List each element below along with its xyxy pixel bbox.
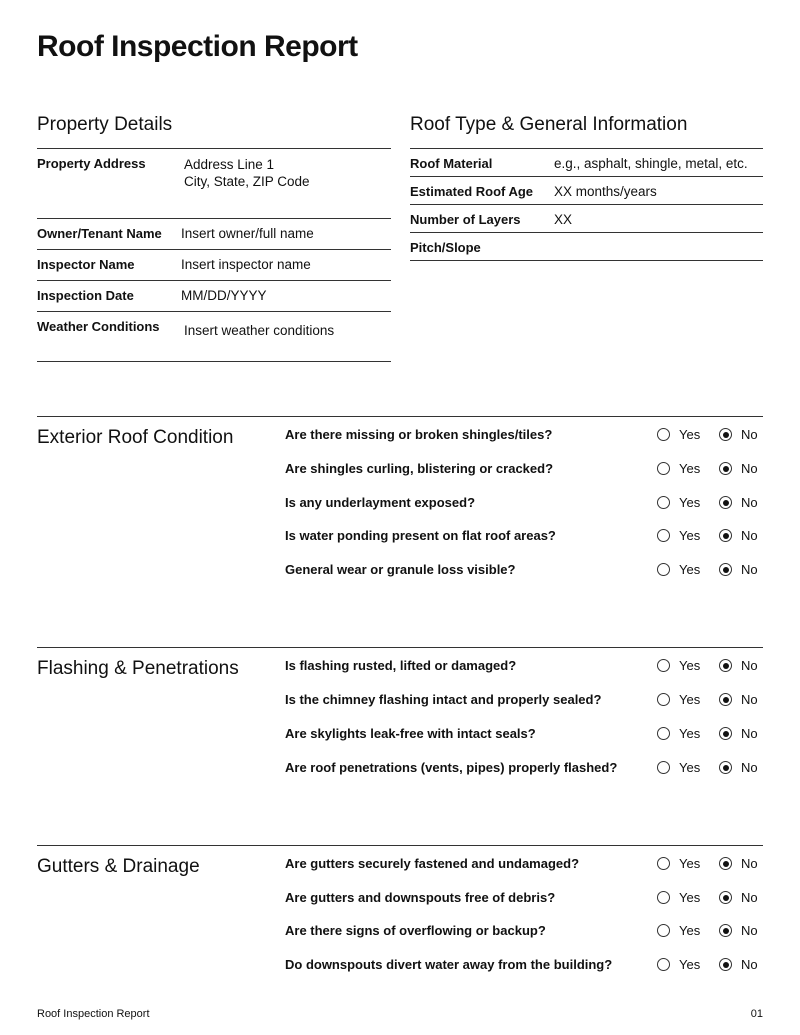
exterior-roof-condition-section bbox=[37, 416, 763, 596]
no-label: No bbox=[741, 461, 758, 476]
no-radio[interactable] bbox=[719, 958, 732, 971]
property-address-label: Property Address bbox=[37, 156, 146, 171]
yes-radio[interactable] bbox=[657, 496, 670, 509]
yes-label: Yes bbox=[679, 528, 701, 543]
pitch-slope-label: Pitch/Slope bbox=[410, 240, 481, 255]
inspection-date-field[interactable]: MM/DD/YYYY bbox=[181, 288, 267, 303]
yes-label: Yes bbox=[679, 890, 701, 905]
owner-label: Owner/Tenant Name bbox=[37, 226, 162, 241]
no-label: No bbox=[741, 957, 758, 972]
yes-radio[interactable] bbox=[657, 924, 670, 937]
no-radio[interactable] bbox=[719, 924, 732, 937]
question-text: Is the chimney flashing intact and properly sealed? bbox=[285, 692, 602, 707]
question-row bbox=[285, 560, 763, 580]
question-text: Do downspouts divert water away from the building? bbox=[285, 957, 613, 972]
no-radio[interactable] bbox=[719, 727, 732, 740]
yes-label: Yes bbox=[679, 658, 701, 673]
no-label: No bbox=[741, 495, 758, 510]
no-label: No bbox=[741, 856, 758, 871]
question-row bbox=[285, 724, 763, 744]
roof-material-row bbox=[410, 149, 763, 177]
inspector-label: Inspector Name bbox=[37, 257, 135, 272]
no-label: No bbox=[741, 760, 758, 775]
owner-row bbox=[37, 219, 391, 250]
no-radio[interactable] bbox=[719, 428, 732, 441]
yes-radio[interactable] bbox=[657, 857, 670, 870]
roof-layers-field[interactable]: XX bbox=[554, 212, 573, 227]
weather-label: Weather Conditions bbox=[37, 319, 160, 334]
question-row bbox=[285, 758, 763, 778]
page-number: 01 bbox=[750, 1008, 763, 1020]
page-title: Roof Inspection Report bbox=[37, 30, 358, 63]
question-text: Are gutters securely fastened and undamaged? bbox=[285, 856, 580, 871]
question-text: Are there missing or broken shingles/tiles? bbox=[285, 427, 553, 442]
address-line1-field[interactable]: Address Line 1 bbox=[184, 157, 275, 172]
question-row bbox=[285, 459, 763, 479]
no-label: No bbox=[741, 890, 758, 905]
inspector-field[interactable]: Insert inspector name bbox=[181, 257, 311, 272]
no-label: No bbox=[741, 427, 758, 442]
yes-label: Yes bbox=[679, 856, 701, 871]
property-address-row bbox=[37, 149, 391, 219]
roof-layers-label: Number of Layers bbox=[410, 212, 521, 227]
flashing-penetrations-section bbox=[37, 647, 763, 797]
address-line2-field[interactable]: City, State, ZIP Code bbox=[184, 174, 310, 189]
flashing-heading: Flashing & Penetrations bbox=[37, 658, 239, 679]
yes-label: Yes bbox=[679, 461, 701, 476]
roof-age-field[interactable]: XX months/years bbox=[554, 184, 657, 199]
question-row bbox=[285, 888, 763, 908]
yes-radio[interactable] bbox=[657, 428, 670, 441]
no-radio[interactable] bbox=[719, 462, 732, 475]
no-label: No bbox=[741, 692, 758, 707]
question-row bbox=[285, 425, 763, 445]
question-text: Are gutters and downspouts free of debris? bbox=[285, 890, 556, 905]
weather-row bbox=[37, 312, 391, 362]
question-text: Are shingles curling, blistering or cracked? bbox=[285, 461, 554, 476]
yes-label: Yes bbox=[679, 726, 701, 741]
roof-info-section bbox=[410, 114, 763, 261]
yes-radio[interactable] bbox=[657, 529, 670, 542]
yes-radio[interactable] bbox=[657, 693, 670, 706]
question-row bbox=[285, 493, 763, 513]
yes-radio[interactable] bbox=[657, 761, 670, 774]
gutters-drainage-section bbox=[37, 845, 763, 995]
no-label: No bbox=[741, 562, 758, 577]
roof-layers-row bbox=[410, 205, 763, 233]
question-text: Are there signs of overflowing or backup? bbox=[285, 923, 546, 938]
no-label: No bbox=[741, 923, 758, 938]
yes-label: Yes bbox=[679, 760, 701, 775]
no-label: No bbox=[741, 658, 758, 673]
yes-label: Yes bbox=[679, 957, 701, 972]
exterior-heading: Exterior Roof Condition bbox=[37, 427, 234, 448]
weather-field[interactable]: Insert weather conditions bbox=[184, 323, 335, 338]
yes-radio[interactable] bbox=[657, 659, 670, 672]
no-label: No bbox=[741, 528, 758, 543]
property-details-heading: Property Details bbox=[37, 114, 173, 135]
question-row bbox=[285, 854, 763, 874]
yes-label: Yes bbox=[679, 692, 701, 707]
yes-label: Yes bbox=[679, 562, 701, 577]
no-radio[interactable] bbox=[719, 761, 732, 774]
question-row bbox=[285, 656, 763, 676]
question-text: Are skylights leak-free with intact seals? bbox=[285, 726, 536, 741]
question-text: General wear or granule loss visible? bbox=[285, 562, 516, 577]
roof-info-heading: Roof Type & General Information bbox=[410, 114, 688, 135]
yes-label: Yes bbox=[679, 495, 701, 510]
no-label: No bbox=[741, 726, 758, 741]
yes-radio[interactable] bbox=[657, 891, 670, 904]
roof-material-field[interactable]: e.g., asphalt, shingle, metal, etc. bbox=[554, 156, 748, 171]
no-radio[interactable] bbox=[719, 496, 732, 509]
no-radio[interactable] bbox=[719, 693, 732, 706]
no-radio[interactable] bbox=[719, 529, 732, 542]
roof-age-row bbox=[410, 177, 763, 205]
question-row bbox=[285, 526, 763, 546]
gutters-heading: Gutters & Drainage bbox=[37, 856, 200, 877]
yes-radio[interactable] bbox=[657, 462, 670, 475]
yes-label: Yes bbox=[679, 427, 701, 442]
question-row bbox=[285, 921, 763, 941]
footer-title: Roof Inspection Report bbox=[37, 1008, 150, 1020]
roof-age-label: Estimated Roof Age bbox=[410, 184, 534, 199]
inspector-row bbox=[37, 250, 391, 281]
no-radio[interactable] bbox=[719, 563, 732, 576]
yes-radio[interactable] bbox=[657, 563, 670, 576]
question-row bbox=[285, 690, 763, 710]
question-text: Are roof penetrations (vents, pipes) properly flashed? bbox=[285, 760, 618, 775]
question-text: Is flashing rusted, lifted or damaged? bbox=[285, 658, 517, 673]
no-radio[interactable] bbox=[719, 891, 732, 904]
yes-radio[interactable] bbox=[657, 958, 670, 971]
property-details-section bbox=[37, 114, 391, 362]
question-text: Is water ponding present on flat roof areas? bbox=[285, 528, 556, 543]
pitch-slope-row bbox=[410, 233, 763, 261]
owner-field[interactable]: Insert owner/full name bbox=[181, 226, 314, 241]
no-radio[interactable] bbox=[719, 659, 732, 672]
no-radio[interactable] bbox=[719, 857, 732, 870]
yes-radio[interactable] bbox=[657, 727, 670, 740]
question-row bbox=[285, 955, 763, 975]
roof-material-label: Roof Material bbox=[410, 156, 493, 171]
yes-label: Yes bbox=[679, 923, 701, 938]
inspection-date-label: Inspection Date bbox=[37, 288, 134, 303]
inspection-date-row bbox=[37, 281, 391, 312]
question-text: Is any underlayment exposed? bbox=[285, 495, 476, 510]
